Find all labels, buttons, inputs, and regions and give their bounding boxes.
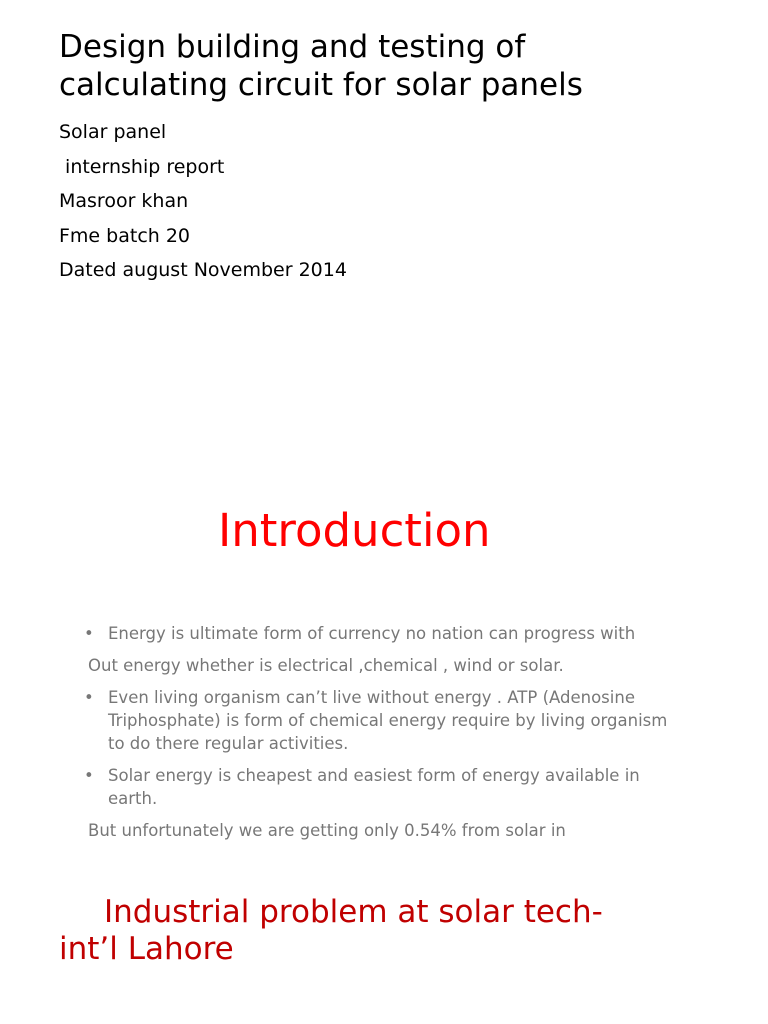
meta-date: Dated august November 2014 (59, 259, 347, 281)
document-title (59, 28, 749, 104)
introduction-heading: Introduction (218, 504, 491, 557)
meta-author: Masroor khan (59, 190, 189, 212)
introduction-list (84, 622, 684, 851)
meta-report-type: internship report (59, 155, 225, 178)
bullet-text: Even living organism can’t live without energy . ATP (Adenosine Triphosphate) is form of chemical energy require by living organism to do there regular activities. (108, 688, 668, 753)
bullet-icon: • (84, 624, 94, 643)
bullet-text: Solar energy is cheapest and easiest form of energy available in earth. (108, 766, 640, 808)
meta-batch: Fme batch 20 (59, 224, 191, 247)
industrial-problem-heading (59, 894, 719, 968)
industrial-heading-line-2: int’l Lahore (59, 931, 234, 967)
title-line-1: Design building and testing of (59, 29, 526, 65)
report-meta (59, 118, 347, 291)
bullet-text: Energy is ultimate form of currency no nation can progress with (108, 624, 636, 643)
meta-subject: Solar panel (59, 121, 167, 143)
list-item (84, 764, 684, 810)
paragraph-text: But unfortunately we are getting only 0.54% from solar in (88, 821, 566, 840)
industrial-heading-line-1: Industrial problem at solar tech- (104, 894, 603, 930)
list-item (84, 622, 684, 645)
bullet-icon: • (84, 766, 94, 785)
title-line-2: calculating circuit for solar panels (59, 67, 583, 103)
list-item (84, 686, 684, 755)
bullet-icon: • (84, 688, 94, 707)
paragraph-text: Out energy whether is electrical ,chemical , wind or solar. (88, 656, 564, 675)
